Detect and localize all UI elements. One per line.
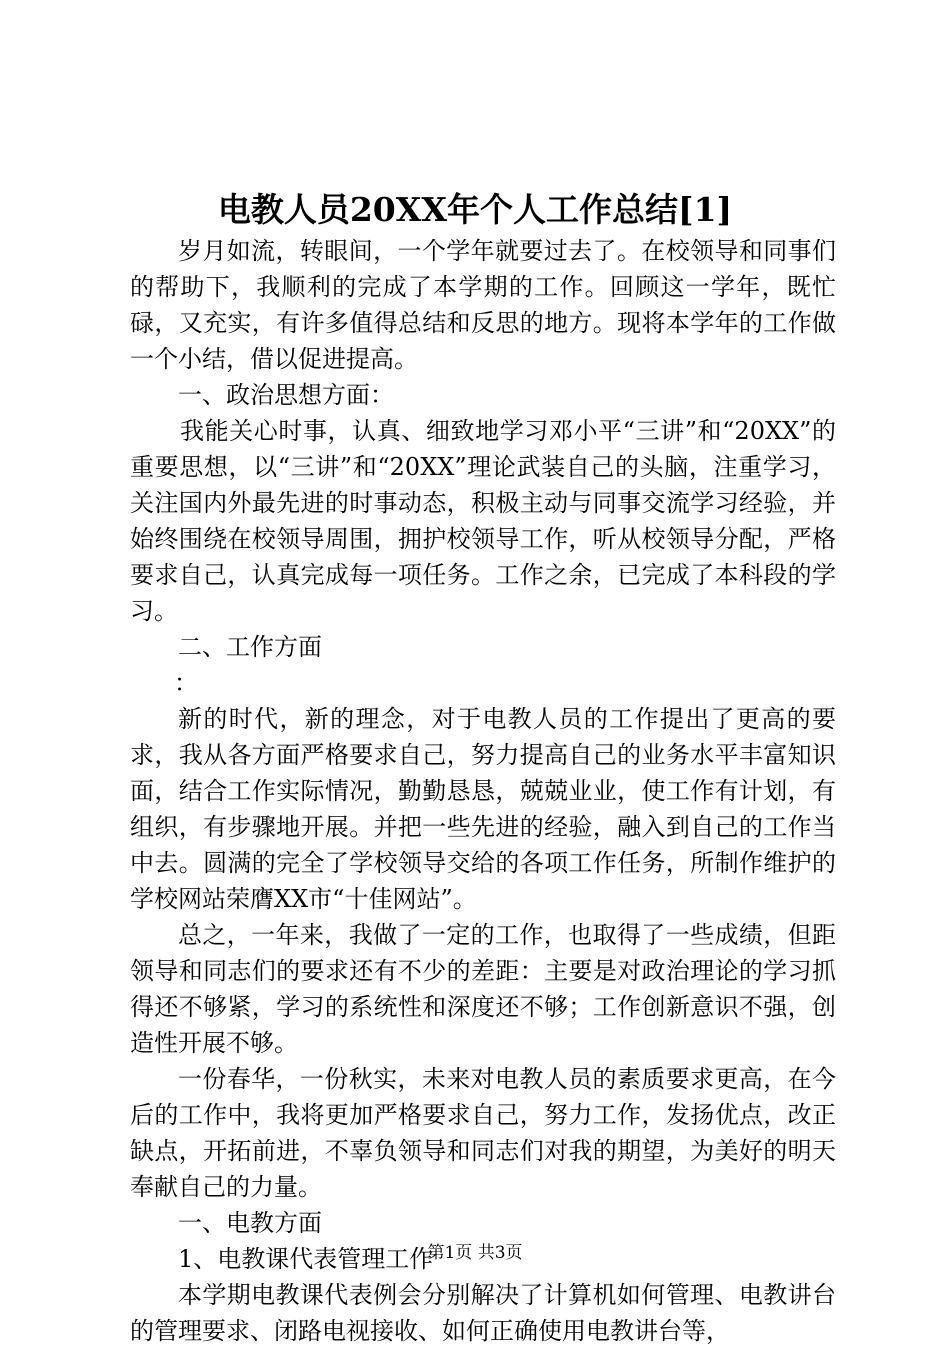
- heading-political: 一、政治思想方面：: [178, 381, 394, 409]
- heading-work-colon: ：: [174, 669, 198, 697]
- paragraph-future: 一份春华，一份秋实，未来对电教人员的素质要求更高，在今后的工作中，我将更加严格要求自己，努力工作，发扬优点，改正缺点，开拓前进，不辜负领导和同志们对我的期望，为美好的明天奉献自己的力量。: [130, 1065, 836, 1201]
- document-body: [130, 233, 836, 1349]
- heading-work: 二、工作方面: [178, 633, 322, 661]
- paragraph-summary: 总之，一年来，我做了一定的工作，也取得了一些成绩，但距领导和同志们的要求还有不少的差距：主要是对政治理论的学习抓得还不够紧，学习的系统性和深度还不够；工作创新意识不强，创造性开展不够。: [130, 921, 836, 1057]
- document-title: 电教人员20XX年个人工作总结[1]: [217, 190, 733, 229]
- heading-av-education: 一、电教方面: [178, 1209, 322, 1237]
- heading-class-representative: 1、电教课代表管理工作: [178, 1245, 434, 1273]
- paragraph-intro: 岁月如流，转眼间，一个学年就要过去了。在校领导和同事们的帮助下，我顺利的完成了本学期的工作。回顾这一学年，既忙碌，又充实，有许多值得总结和反思的地方。现将本学年的工作做一个小结，借以促进提高。: [130, 237, 836, 373]
- page-footer: 第1页 共3页: [427, 1243, 523, 1263]
- paragraph-class-representative: 本学期电教课代表例会分别解决了计算机如何管理、电教讲台的管理要求、闭路电视接收、如何正确使用电教讲台等，: [130, 1281, 836, 1345]
- paragraph-work: 新的时代，新的理念，对于电教人员的工作提出了更高的要求，我从各方面严格要求自己，努力提高自己的业务水平丰富知识面，结合工作实际情况，勤勤恳恳，兢兢业业，使工作有计划，有组织，有步骤地开展。并把一些先进的经验，融入到自己的工作当中去。圆满的完全了学校领导交给的各项工作任务，所制作维护的学校网站荣膺XX市“十佳网站”。: [130, 705, 836, 913]
- paragraph-political: 我能关心时事，认真、细致地学习邓小平“三讲”和“20XX”的重要思想，以“三讲”和“20XX”理论武装自己的头脑，注重学习，关注国内外最先进的时事动态，积极主动与同事交流学习经验，并始终围绕在校领导周围，拥护校领导工作，听从校领导分配，严格要求自己，认真完成每一项任务。工作之余，已完成了本科段的学习。: [130, 417, 836, 625]
